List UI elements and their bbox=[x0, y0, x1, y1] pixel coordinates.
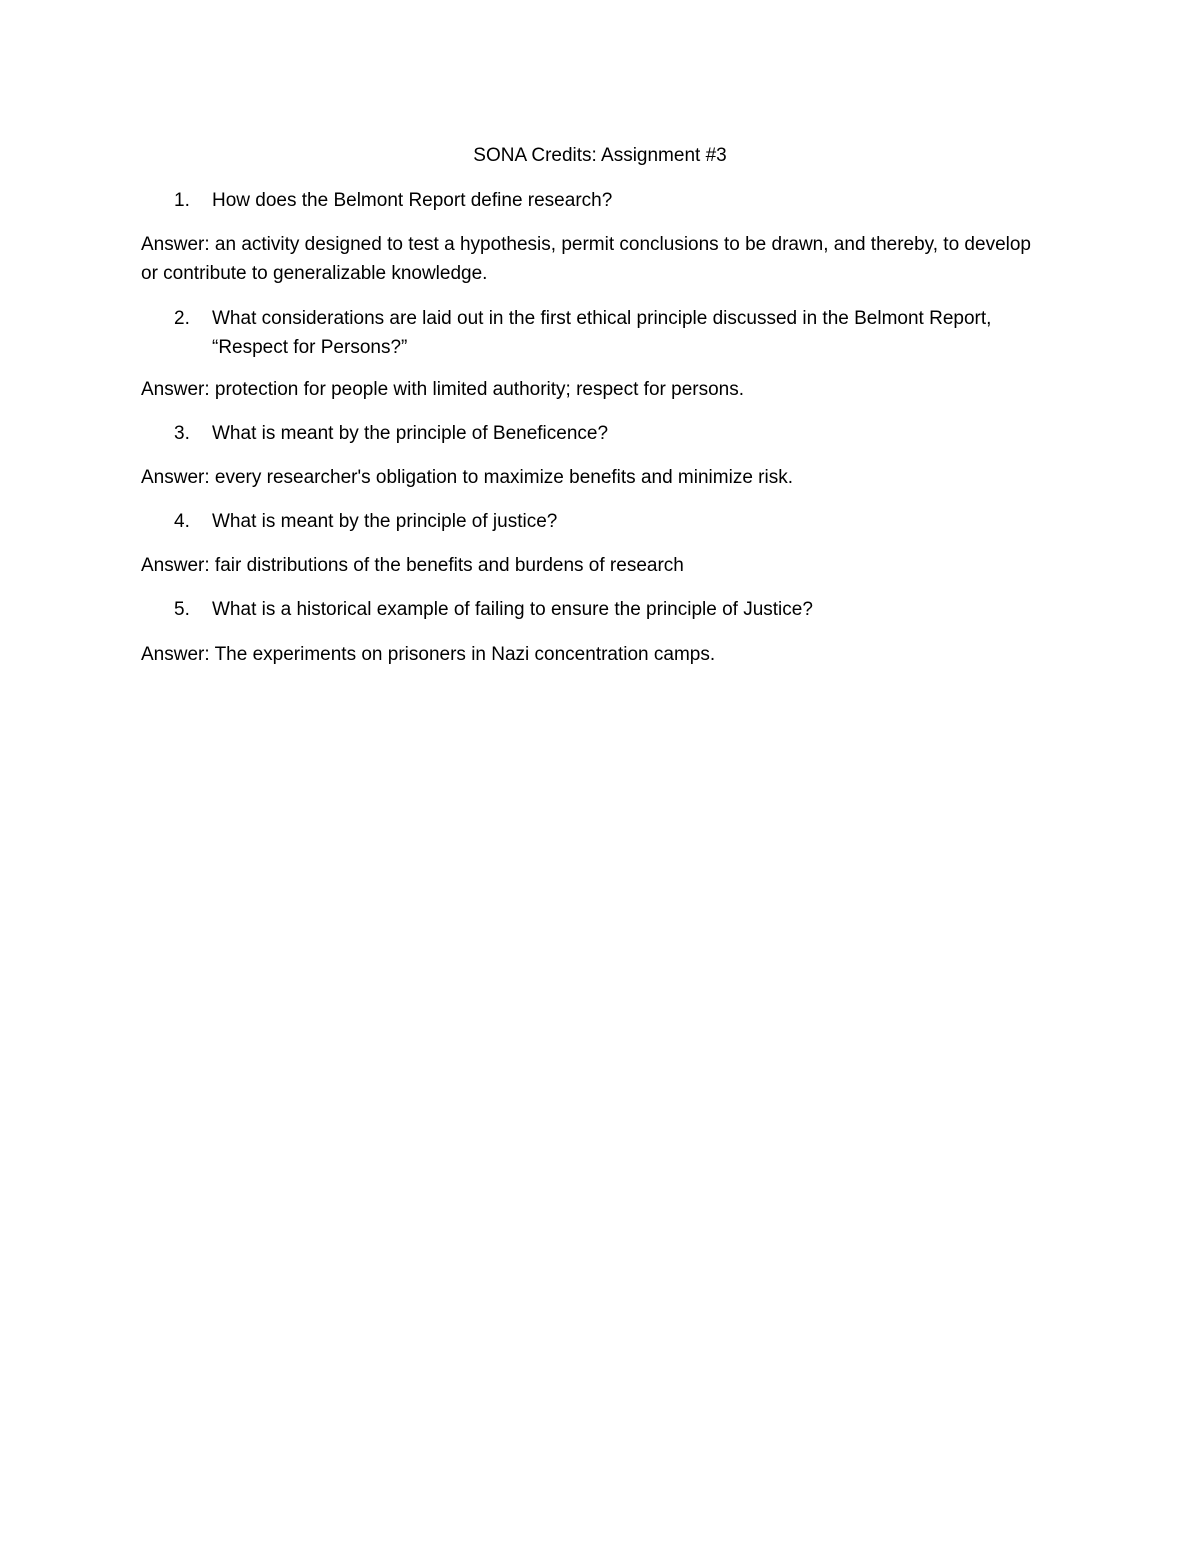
question-2 bbox=[174, 304, 1054, 362]
question-4-number: 4. bbox=[174, 511, 190, 532]
answer-5: Answer: The experiments on prisoners in Nazi concentration camps. bbox=[141, 644, 716, 665]
question-5-text: What is a historical example of failing to ensure the principle of Justice? bbox=[212, 599, 813, 620]
question-5-number: 5. bbox=[174, 599, 190, 620]
answer-3: Answer: every researcher's obligation to maximize benefits and minimize risk. bbox=[141, 467, 793, 488]
question-1 bbox=[174, 186, 1054, 215]
answer-1: Answer: an activity designed to test a hypothesis, permit conclusions to be drawn, and thereby, to develop or contribute to generalizable knowledge. bbox=[141, 234, 1031, 284]
question-1-text: How does the Belmont Report define research? bbox=[212, 190, 613, 211]
question-2-text: What considerations are laid out in the first ethical principle discussed in the Belmont Report, “Respect for Persons?” bbox=[212, 308, 992, 358]
question-1-number: 1. bbox=[174, 190, 190, 211]
answer-4: Answer: fair distributions of the benefits and burdens of research bbox=[141, 555, 684, 576]
question-3-text: What is meant by the principle of Beneficence? bbox=[212, 423, 609, 444]
question-3 bbox=[174, 419, 1054, 448]
question-4 bbox=[174, 507, 1054, 536]
answer-2: Answer: protection for people with limited authority; respect for persons. bbox=[141, 379, 745, 400]
question-3-number: 3. bbox=[174, 423, 190, 444]
question-4-text: What is meant by the principle of justice? bbox=[212, 511, 558, 532]
question-2-number: 2. bbox=[174, 308, 190, 329]
question-5 bbox=[174, 595, 1054, 624]
document-title: SONA Credits: Assignment #3 bbox=[473, 145, 727, 166]
